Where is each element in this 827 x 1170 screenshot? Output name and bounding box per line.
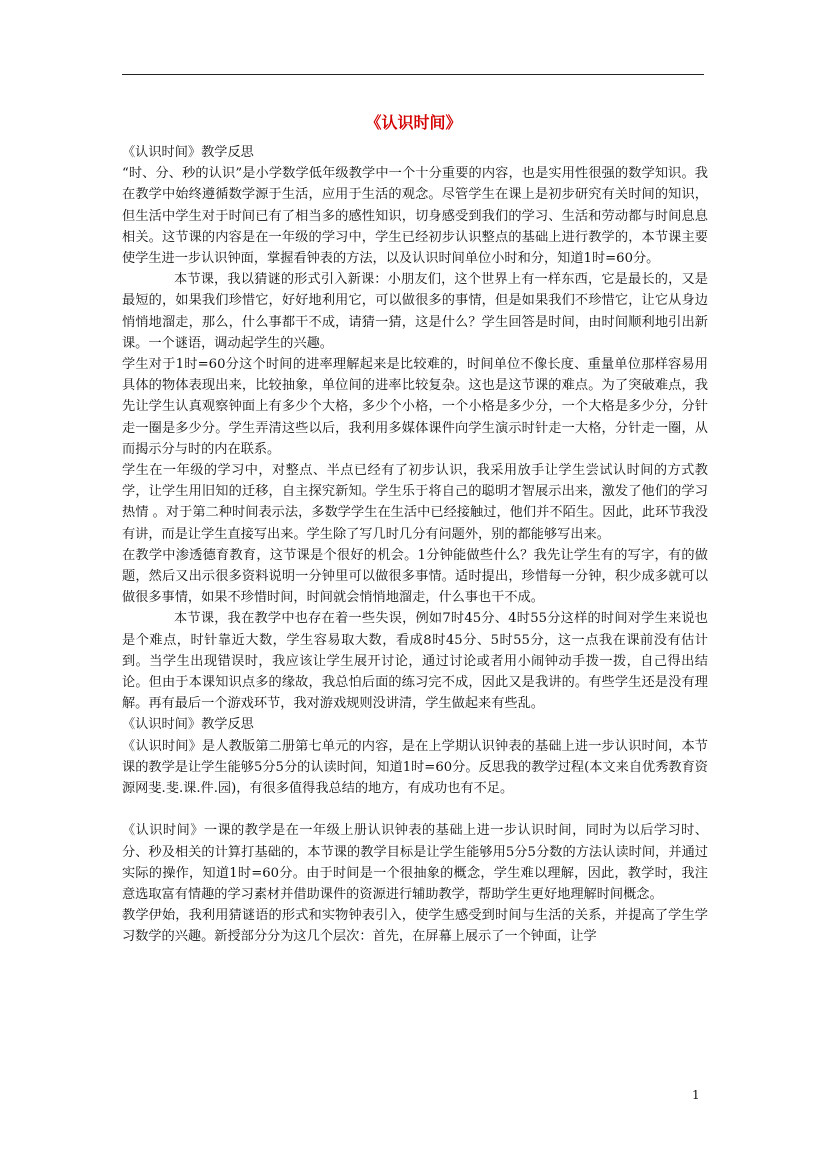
paragraph: 教学伊始，我利用猜谜语的形式和实物钟表引入，使学生感受到时间与生活的关系，并提高了学生学习数学的兴趣。新授部分分为这几个层次：首先，在屏幕上展示了一个钟面，让学 bbox=[122, 908, 708, 945]
paragraph: 《认识时间》教学反思 bbox=[122, 145, 254, 160]
paragraph: 在教学中渗透德育教育，这节课是个很好的机会。1分钟能做些什么？我先让学生有的写字，有的做题，然后又出示很多资料说明一分钟里可以做很多事情。适时提出，珍惜每一分钟，积少成多就可以做很多事情，如果不珍惜时间，时间就会悄悄地溜走，什么事也干不成。 bbox=[122, 547, 708, 606]
paragraph: 《认识时间》教学反思 bbox=[122, 717, 254, 733]
paragraph: 《认识时间》是人教版第二册第七单元的内容，是在上学期认识钟表的基础上进一步认识时间，本节课的教学是让学生能够5分5分的认读时间，知道1时=60分。反思我的教学过程(本文来自优秀教育资源网斐.斐.课.件.园)，有很多值得我总结的地方，有成功也有不足。 bbox=[122, 738, 708, 797]
page-number: 1 bbox=[692, 1088, 700, 1102]
paragraph: “时、分、秒的认识”是小学数学低年级教学中一个十分重要的内容，也是实用性很强的数学知识。我在教学中始终遵循数学源于生活，应用于生活的观念。尽管学生在课上是初步研究有关时间的知识，但生活中学生对于时间已有了相当多的感性知识，切身感受到我们的学习、生活和劳动都与时间息息相关。这节课的内容是在一年级的学习中，学生已经初步认识整点的基础上进行教学的，本节课主要使学生进一步认识钟面，掌握看钟表的方法，以及认识时间单位小时和分，知道1时=60分。 bbox=[122, 166, 708, 267]
header-rule bbox=[122, 74, 704, 75]
blank-line bbox=[122, 799, 708, 820]
paragraph: 本节课，我在教学中也存在着一些失误，例如7时45分、4时55分这样的时间对学生来说也是个难点，时针靠近大数，学生容易取大数，看成8时45分、5时55分，这一点我在课前没有估计到。当学生出现错误时，我应该让学生展开讨论，通过讨论或者用小闹钟动手拨一拨，自己得出结论。但由于本课知识点多的缘故，我总怕后面的练习完不成，因此又是我讲的。有些学生还是没有理解。再有最后一个游戏环节，我对游戏规则没讲清，学生做起来有些乱。 bbox=[122, 611, 708, 712]
paragraph: 学生在一年级的学习中，对整点、半点已经有了初步认识，我采用放手让学生尝试认时间的方式教学，让学生用旧知的迁移，自主探究新知。学生乐于将自己的聪明才智展示出来，激发了他们的学习热情 。对于第二种时间表示法，多数学学生在生活中已经接触过，他们并不陌生。因此，此环节我没有讲，而是让学生直接写出来。学生除了写几时几分有问题外，别的都能够写出来。 bbox=[122, 463, 708, 542]
document-body bbox=[122, 142, 708, 948]
paragraph: 《认识时间》一课的教学是在一年级上册认识钟表的基础上进一步认识时间，同时为以后学习时、分、秒及相关的计算打基础的，本节课的教学目标是让学生能够用5分5分数的方法认读时间，并通过实际的操作，知道1时=60分。由于时间是一个很抽象的概念，学生难以理解，因此，教学时，我注意选取富有情趣的学习素材并借助课件的资源进行辅助教学，帮助学生更好地理解时间概念。 bbox=[122, 823, 708, 902]
paragraph: 本节课，我以猜谜的形式引入新课：小朋友们，这个世界上有一样东西，它是最长的，又是最短的，如果我们珍惜它，好好地利用它，可以做很多的事情，但是如果我们不珍惜它，让它从身边悄悄地溜走，那么，什么事都干不成，请猜一猜，这是什么？学生回答是时间，由时间顺利地引出新课。一个谜语，调动起学生的兴趣。 bbox=[122, 272, 708, 351]
paragraph: 学生对于1时=60分这个时间的进率理解起来是比较难的，时间单位不像长度、重量单位那样容易用具体的物体表现出来，比较抽象，单位间的进率比较复杂。这也是这节课的难点。为了突破难点，我先让学生认真观察钟面上有多少个大格，多少个小格，一个小格是多少分，一个大格是多少分，分针走一圈是多少分。学生弄清这些以后，我利用多媒体课件向学生演示时针走一大格，分针走一圈，从而揭示分与时的内在联系。 bbox=[122, 357, 708, 457]
document-title: 《认识时间》 bbox=[365, 113, 462, 132]
